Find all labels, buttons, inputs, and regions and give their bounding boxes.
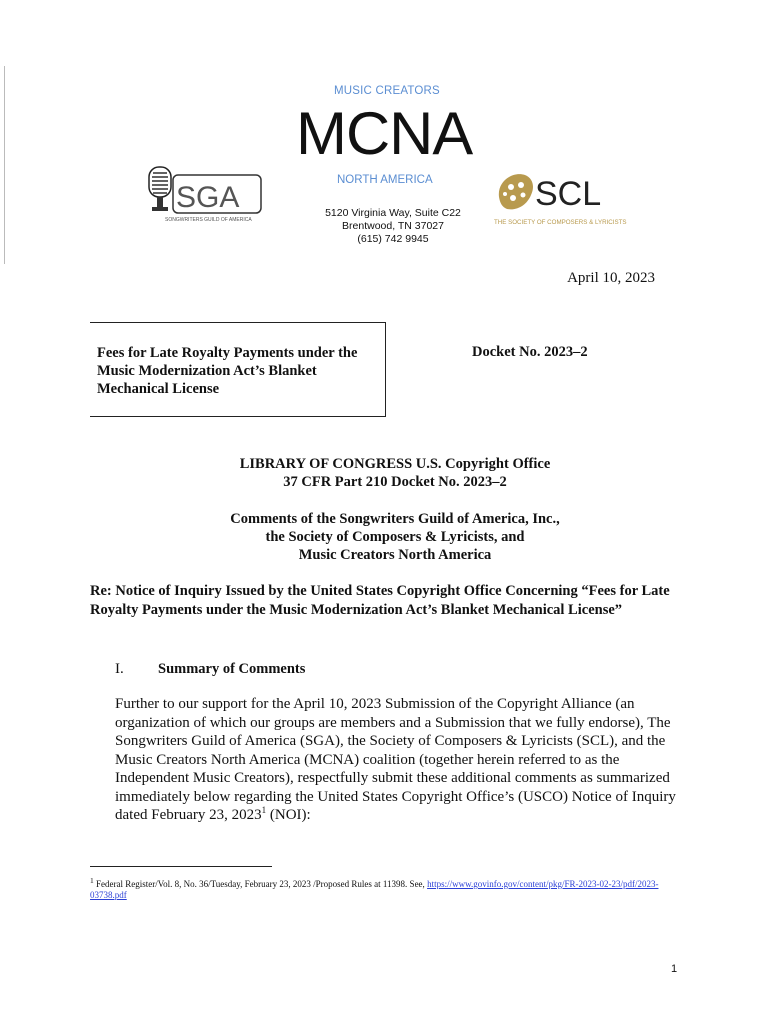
margin-rule — [4, 66, 5, 264]
comments-heading-line-1: Comments of the Songwriters Guild of America, Inc., — [230, 511, 560, 527]
docket-number: Docket No. 2023–2 — [472, 344, 588, 360]
sga-logo — [143, 163, 265, 225]
footnote-text: Federal Register/Vol. 8, No. 36/Tuesday, February 23, 2023 /Proposed Rules at 11398. See, — [96, 879, 428, 889]
svg-text:THE SOCIETY OF COMPOSERS & LYR: THE SOCIETY OF COMPOSERS & LYRICISTS — [494, 219, 627, 226]
scl-logo — [493, 167, 627, 227]
footnote-link[interactable]: https://www.govinfo.gov/content/pkg/FR-2023-02-23/pdf/2023-03738.pdf — [90, 879, 659, 900]
paragraph-tail: (NOI): — [266, 807, 311, 823]
section-title: Summary of Comments — [158, 661, 306, 677]
caption-title: Fees for Late Royalty Payments under the Music Modernization Act’s Blanket Mechanical License — [97, 345, 358, 397]
film-reel-icon — [499, 174, 533, 209]
address-line-2: Brentwood, TN 37027 — [342, 220, 444, 232]
agency-heading-line-2: 37 CFR Part 210 Docket No. 2023–2 — [283, 474, 507, 490]
footnote-divider — [90, 866, 272, 867]
summary-paragraph — [115, 695, 690, 825]
comments-heading-line-3: Music Creators North America — [298, 547, 492, 563]
footnote-mark: 1 — [90, 876, 94, 885]
comments-heading-line-2: the Society of Composers & Lyricists, and — [265, 529, 525, 545]
svg-text:SCL: SCL — [535, 175, 602, 213]
letter-date: April 10, 2023 — [567, 270, 655, 286]
page-number: 1 — [671, 963, 678, 975]
mcna-bottom-text: NORTH AMERICA — [337, 174, 433, 186]
agency-heading-line-1: LIBRARY OF CONGRESS U.S. Copyright Office — [239, 456, 551, 472]
agency-heading — [10, 455, 770, 491]
address-block — [318, 207, 468, 246]
paragraph-text: Further to our support for the April 10, 2023 Submission of the Copyright Alliance (an organization of which our groups are members and a Submission that we fully endorse), The Songwriters Guild of America (SGA), the Society of Composers & Lyricists (SCL), and the Music Creators North America (MCNA) coalition (together herein referred to as the Independent Music Creators), respectfully submit these additional comments as summarized immediately below regarding the United States Copyright Office’s (USCO) Notice of Inquiry dated February 23, 2023 — [115, 696, 676, 823]
svg-text:SGA: SGA — [176, 181, 240, 214]
comments-heading — [10, 510, 770, 564]
section-number: I. — [115, 661, 124, 677]
re-line: Re: Notice of Inquiry Issued by the United States Copyright Office Concerning “Fees for Late Royalty Payments under the Music Modernization Act’s Blanket Mechanical License” — [90, 583, 670, 618]
footnote — [90, 875, 670, 901]
mcna-top-text: MUSIC CREATORS — [334, 85, 440, 97]
address-line-1: 5120 Virginia Way, Suite C22 — [325, 207, 461, 219]
mcna-logo-text: MCNA — [296, 100, 473, 167]
microphone-icon — [149, 167, 171, 211]
footnote-reference[interactable]: 1 — [261, 805, 267, 815]
svg-text:SONGWRITERS GUILD OF AMERICA: SONGWRITERS GUILD OF AMERICA — [165, 217, 252, 223]
address-line-3: (615) 742 9945 — [357, 233, 429, 245]
